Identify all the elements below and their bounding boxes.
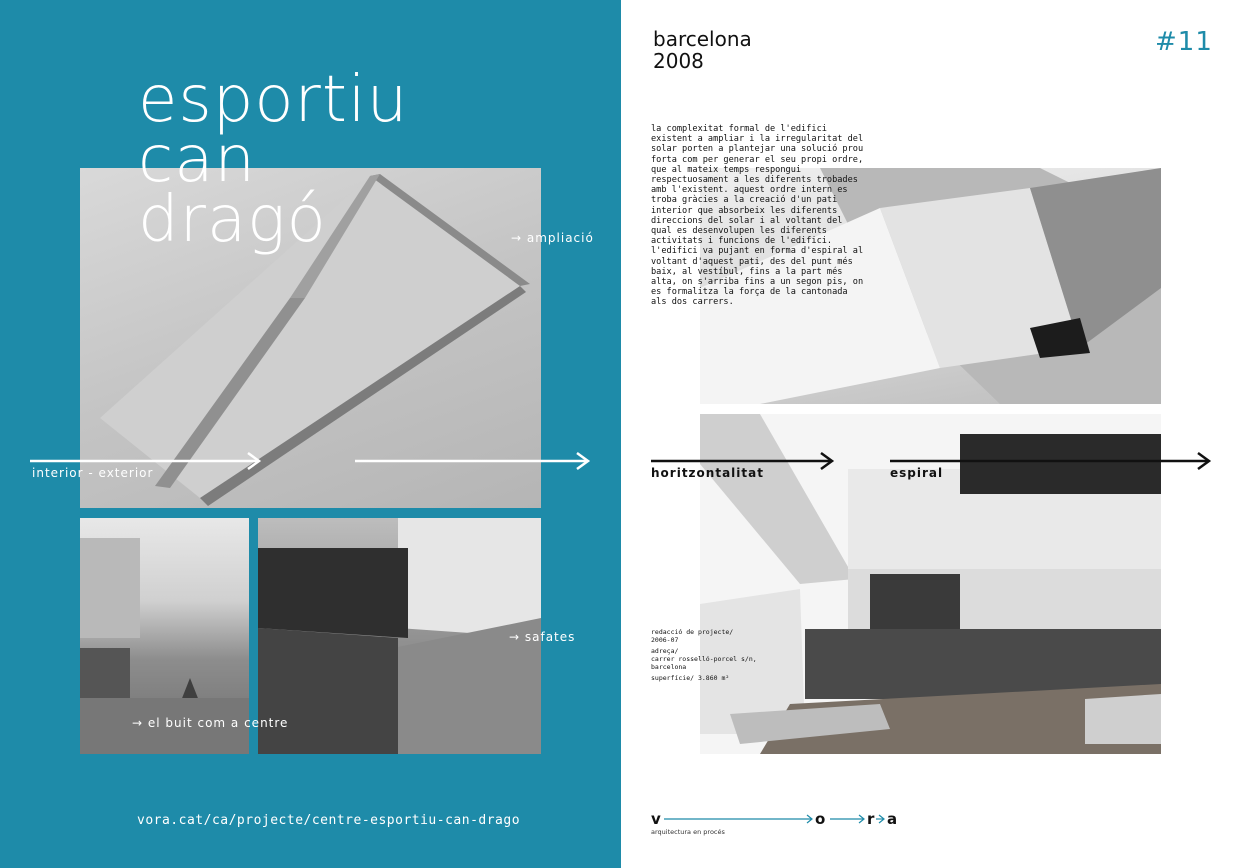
logo-tagline: arquitectura en procés: [651, 828, 725, 836]
year: 2008: [653, 49, 704, 73]
title-line-3: dragó: [138, 183, 327, 257]
title-line-2: can: [138, 123, 256, 197]
label-espiral: espiral: [890, 466, 944, 480]
superficie: superfície/ 3.860 m²: [651, 674, 730, 682]
project-description: la complexitat formal de l'edifici existent a ampliar i la irregularitat del solar porten a plantejar una solució prou forta com per generar el seu propi ordre, que al mateix temps respongui respectuosament a les diferents trobades amb l'existent. aquest ordre intern es troba gràcies a la creació d'un pati interior que absorbeix les diferents direccions del solar i al voltant del qual es desenvolupen les diferents activitats i funcions de l'edifici. l'edifici va pujant en forma d'espiral al voltant d'aquest pati, des del punt més baix, al vestíbul, fins a la part més alta, on s'arriba fins a un segon pis, on es formalitza la força de la cantonada als dos carrers.: [651, 124, 864, 308]
project-metadata: [651, 628, 781, 685]
project-url[interactable]: vora.cat/ca/projecte/centre-esportiu-can-drago: [137, 813, 521, 828]
title-line-1: esportiu: [138, 63, 409, 137]
adreca-line-2: barcelona: [651, 663, 687, 671]
arrow-right-icon: [30, 450, 270, 472]
label-ampliacio: → ampliació: [511, 231, 594, 245]
adreca-line-1: carrer rosselló-porcel s/n,: [651, 655, 757, 663]
logo-letter-r: r: [867, 810, 875, 828]
logo-arrows-icon: [651, 810, 901, 828]
vora-logo: [651, 810, 901, 828]
logo-letter-o: o: [815, 810, 826, 828]
label-safates: → safates: [509, 630, 576, 644]
logo-letter-a: a: [887, 810, 898, 828]
city-name: barcelona: [653, 27, 752, 51]
adreca-label: adreça/: [651, 647, 679, 655]
site-photo-safates: [258, 518, 541, 754]
issue-number: #11: [1155, 27, 1213, 57]
redaccio-value: 2006-07: [651, 636, 679, 644]
logo-letter-v: v: [651, 810, 661, 828]
project-title: [138, 63, 409, 257]
redaccio-label: redacció de projecte/: [651, 628, 734, 636]
arrow-right-icon: [355, 450, 595, 472]
label-horitzontalitat: horitzontalitat: [651, 466, 764, 480]
label-interior-exterior: interior - exterior: [32, 466, 154, 480]
label-buit-centre: → el buit com a centre: [132, 716, 289, 730]
city-year: [653, 28, 752, 72]
